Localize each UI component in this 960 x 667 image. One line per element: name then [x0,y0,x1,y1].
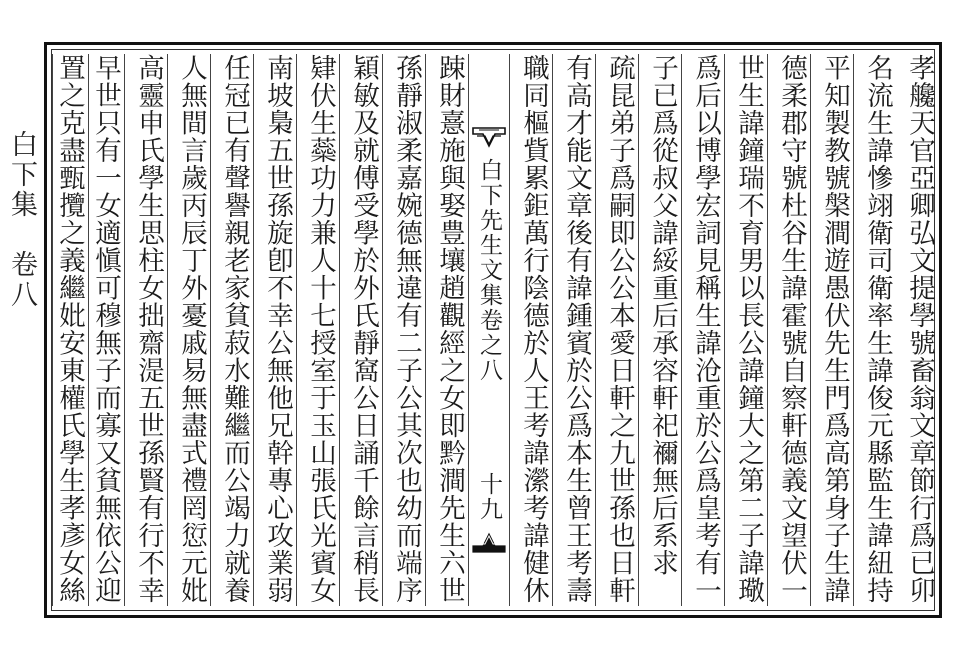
page-frame-inner [51,49,935,611]
text-column-8: 疏昆弟子爲嗣即公公本愛日軒之九世孫也日軒 [595,54,638,606]
text-column-17: 人無間言歲丙辰丁外憂戚易無盡式禮罔愆元妣 [167,54,210,606]
text-column-14: 肄伏生蘂功力兼人十七授室于玉山張氏光賓女 [296,54,339,606]
text-column-9: 有高才能文章後有諱鍾賓於公爲本生曾王考壽 [552,54,595,606]
text-column-1: 孝艬天官亞卿弘文提學號畜翁文章節行爲已卯 [904,54,935,604]
text-column-20: 置之克盡甄攬之義繼妣安東權氏學生孝彥女絲 [52,54,88,606]
text-column-7: 子已爲從叔父諱綏重后承容軒祀禰無后系求 [638,54,681,606]
center-column [468,54,509,606]
text-column-16: 任冠已有聲譽親老家貧菽水難繼而公竭力就養 [210,54,253,606]
text-column-13: 穎敏及就傅受學於外氏靜窩公日誦千餘言稍長 [339,54,382,606]
text-column-19: 早世只有一女適愼可穆無子而寡又貧無依公迎 [88,54,124,606]
page-frame [44,42,942,618]
center-running-title: 白下先生文集卷之八 [476,158,502,383]
text-column-3: 平知製教號槃澗遊愚伏先生門爲高第身子生諱 [810,54,853,606]
text-column-10: 職同樞貲累鉅萬行陰德於人王考諱瀠考諱健休 [509,54,552,606]
text-column-2: 名流生諱慘翊衛司衛率生諱俊元縣監生諱紐持 [853,54,896,606]
text-column-18: 高靈申氏學生思柱女拙齋湜五世孫賢有行不幸 [124,54,167,606]
text-column-6: 爲后以博學宏詞見稱生諱沧重於公爲皇考有一 [681,54,724,606]
text-column-11: 踈財憙施與娶豊壤趙觀經之女即黔澗先生六世 [425,54,468,606]
text-column-5: 世生諱鐘瑞不育男以長公諱鐘大之第二子諱璥 [724,54,767,606]
page-number: 十九 [476,472,502,522]
text-column-12: 孫靜淑柔嘉婉德無違有二子公其次也幼而端序 [382,54,425,606]
text-column-15: 南坡梟五世孫旋卽不幸公無他兄幹專心攻業弱 [253,54,296,606]
upper-fish-tail-ornament [471,126,507,148]
volume-side-label: 白下集 卷八 [6,130,37,310]
text-column-4: 德柔郡守號杜谷生諱霍號自察軒德義文望伏一 [767,54,810,606]
lower-fish-tail-ornament [471,532,507,554]
